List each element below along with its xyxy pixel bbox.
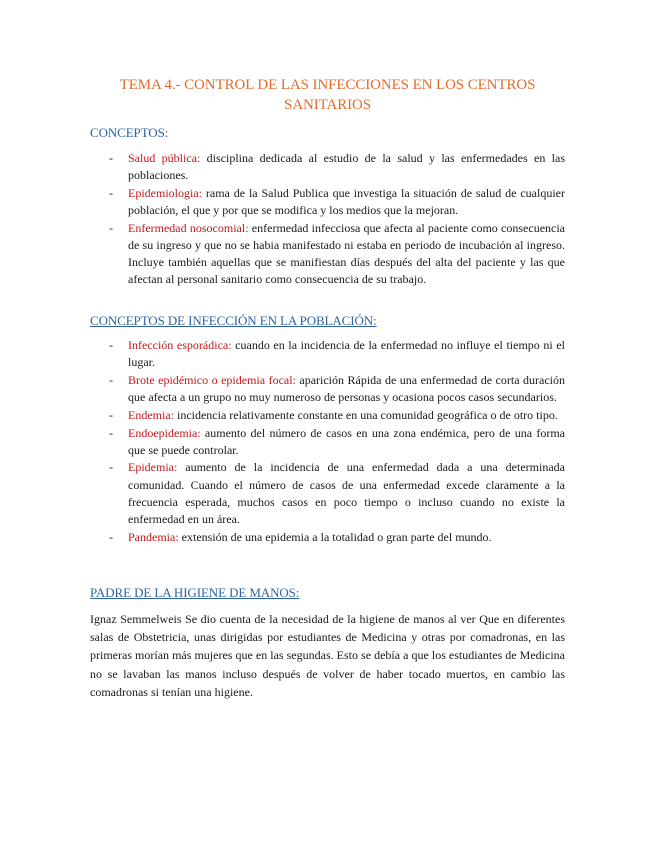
term-label: Endoepidemia:	[128, 425, 201, 440]
term-label: Enfermedad nosocomial:	[128, 220, 249, 235]
bullet-dash: -	[109, 529, 113, 544]
term-definition: extensión de una epidemia a la totalidad o gran parte del mundo.	[178, 529, 492, 544]
section-heading-conceptos: CONCEPTOS:	[90, 125, 169, 140]
section-heading-higiene-manos: PADRE DE LA HIGIENE DE MANOS:	[90, 585, 300, 600]
semmelweis-paragraph: Ignaz Semmelweis Se dio cuenta de la necesidad de la higiene de manos al ver Que en diferentes salas de Obstetricia, unas dirigidas por estudiantes de Medicina y otras por comadronas, en las primeras morían más mujeres que en las segundas. Esto se debía a que los estudiantes de Medicina no se lavaban las manos incluso después de volver de haber tocado muertos, en cambio las comadronas si tenían una higiene.	[90, 612, 565, 699]
bullet-dash: -	[109, 407, 113, 422]
term-label: Epidemiologia:	[128, 185, 202, 200]
term-label: Endemia:	[128, 407, 174, 422]
term-definition: aumento de la incidencia de una enfermedad dada a una determinada comunidad. Cuando el número de casos de una enfermedad excede claramente a la frecuencia esperada, muchos casos en poco tiempo o incluso cuando no existe la enfermedad en un área.	[128, 460, 565, 527]
list-item	[90, 459, 565, 528]
term-definition: aparición Rápida de una enfermedad de corta duración que afecta a un grupo no muy numeroso de personas y ocasiona pocos casos secundarios.	[128, 372, 565, 405]
term-label: Salud pública:	[128, 151, 201, 165]
list-item	[90, 150, 565, 184]
term-definition: cuando en la incidencia de la enfermedad no influye el tiempo ni el lugar.	[128, 338, 565, 370]
bullet-dash: -	[109, 425, 113, 440]
term-definition: enfermedad infecciosa que afecta al paciente como consecuencia de su ingreso y que no se habia manifestado ni estaba en periodo de incubación al ingreso. Incluye también aquellas que se manifiestan días después del alta del paciente y las que afectan al personal sanitario como consecuencia de su trabajo.	[128, 220, 566, 287]
term-label: Brote epidémico o epidemia focal:	[128, 372, 296, 387]
term-label: Epidemia:	[128, 460, 178, 475]
term-definition: rama de la Salud Publica que investiga la situación de salud de cualquier población, el que y por que se modifica y los medios que la mejoran.	[128, 185, 565, 218]
bullet-dash: -	[109, 338, 113, 352]
bullet-dash: -	[109, 185, 113, 200]
term-label: Pandemia:	[128, 529, 179, 544]
list-item	[90, 337, 565, 371]
list-item	[90, 372, 565, 406]
bullet-dash: -	[109, 460, 113, 475]
bullet-dash: -	[109, 372, 113, 387]
term-definition: disciplina dedicada al estudio de la salud y las enfermedades en las poblaciones.	[128, 151, 565, 183]
term-definition: incidencia relativamente constante en una comunidad geográfica o de otro tipo.	[173, 407, 558, 422]
term-label: Infección esporádica:	[128, 338, 232, 352]
bullet-dash: -	[109, 151, 113, 165]
list-item	[90, 220, 565, 289]
bullet-dash: -	[109, 220, 113, 235]
term-definition: aumento del número de casos en una zona endémica, pero de una forma que se puede controlar.	[128, 425, 565, 457]
list-item	[90, 407, 565, 424]
infeccion-poblacion-list	[90, 337, 565, 546]
list-item	[90, 425, 565, 459]
list-item	[90, 529, 565, 546]
section-heading-infeccion-poblacion: CONCEPTOS DE INFECCIÓN EN LA POBLACIÓN:	[90, 313, 377, 328]
page-title: TEMA 4.- CONTROL DE LAS INFECCIONES EN LOS CENTROS SANITARIOS	[119, 77, 536, 113]
list-item	[90, 185, 565, 219]
conceptos-list	[90, 150, 565, 289]
